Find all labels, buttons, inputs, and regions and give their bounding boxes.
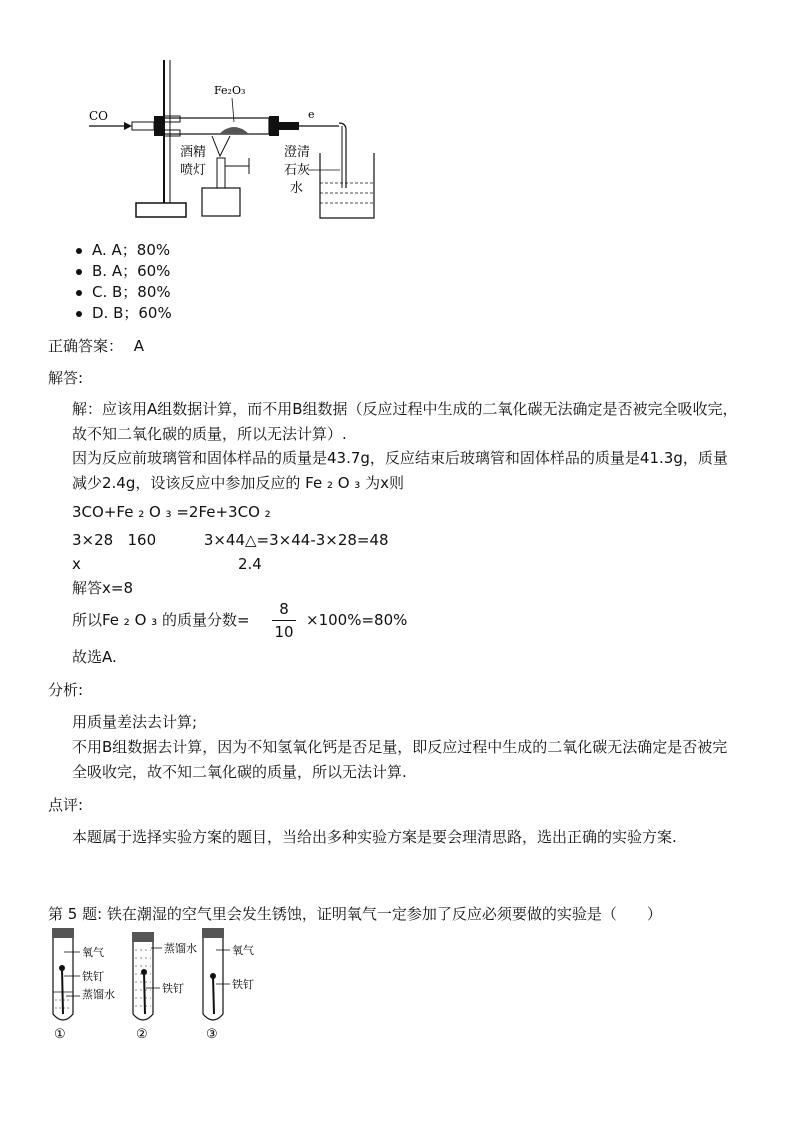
fraction-prefix: 所以Fe ₂ O ₃ 的质量分数=	[72, 611, 250, 629]
stand-base	[136, 203, 186, 217]
limewater-label-3: 水	[290, 181, 304, 196]
tube-1-number: ①	[54, 1027, 66, 1042]
limewater-label-2: 石灰	[284, 163, 311, 178]
fe2o3-label: Fe₂O₃	[214, 84, 246, 97]
limewater-label-1: 澄清	[284, 145, 311, 160]
tube-2-nail-label: 铁钉	[162, 982, 184, 995]
tube-3-number: ③	[206, 1027, 218, 1042]
analysis-line1: 用质量差法去计算;	[72, 713, 198, 731]
tube-1-nail-label: 铁钉	[82, 970, 104, 983]
tube-3-oxygen-label: 氧气	[232, 944, 254, 957]
coefficient-line: 3×28 160 3×44△=3×44-3×28=48	[72, 531, 389, 549]
analysis-heading: 分析:	[48, 681, 84, 699]
analysis-line2: 不用B组数据去计算，因为不知氢氧化钙是否足量，即反应过程中生成的二氧化碳无法确定是否被完全吸收完，故不知二氧化碳的质量，所以无法计算.	[72, 738, 728, 781]
answer-value: A	[133, 337, 145, 355]
comment-heading: 点评:	[48, 796, 84, 814]
solution-heading: 解答:	[48, 369, 84, 387]
option-a[interactable]: A. A；80%	[72, 240, 172, 261]
test-tube-figure	[40, 926, 280, 1046]
option-d[interactable]: D. B；60%	[72, 303, 172, 324]
option-list	[72, 240, 172, 324]
fraction-denominator: 10	[274, 623, 294, 641]
conclusion: 故选A.	[72, 648, 117, 666]
tube-2	[133, 942, 153, 1020]
beaker	[320, 153, 374, 218]
tube-2-number: ②	[136, 1027, 148, 1042]
option-c[interactable]: C. B；80%	[72, 282, 172, 303]
lamp-label-1: 酒精	[180, 145, 207, 160]
apparatus-figure	[84, 58, 384, 220]
chemical-equation: 3CO+Fe ₂ O ₃ =2Fe+3CO ₂	[72, 503, 271, 521]
tube-2-water-label: 蒸馏水	[164, 942, 197, 955]
mass-loss-line: 2.4	[238, 555, 262, 573]
option-b[interactable]: B. A；60%	[72, 261, 172, 282]
solution-para2: 因为反应前玻璃管和固体样品的质量是43.7g，反应结束后玻璃管和固体样品的质量是41.3g，质量减少2.4g，设该反应中参加反应的 Fe ₂ O ₃ 为x则	[72, 449, 728, 492]
tube-1-water-label: 蒸馏水	[82, 988, 115, 1001]
tube-1-oxygen-label: 氧气	[82, 946, 104, 959]
alcohol-burner	[202, 188, 240, 216]
question-5-text: 第 5 题: 铁在潮湿的空气里会发生锈蚀，证明氧气一定参加了反应必须要做的实验是（ ）	[48, 905, 662, 923]
e-label: e	[308, 108, 315, 121]
co-label: CO	[89, 109, 109, 123]
result-line: 解答x=8	[72, 579, 133, 597]
x-line: x	[72, 555, 81, 573]
solution-para1: 解：应该用A组数据计算，而不用B组数据（反应过程中生成的二氧化碳无法确定是否被完全吸收完，故不知二氧化碳的质量，所以无法计算）.	[72, 400, 738, 443]
answer-label: 正确答案：	[48, 337, 124, 355]
fraction-numerator: 8	[279, 600, 289, 618]
mass-fraction	[272, 599, 296, 642]
tube-3-nail-label: 铁钉	[232, 978, 254, 991]
fraction-suffix: ×100%=80%	[306, 611, 408, 629]
answer-row	[48, 336, 144, 356]
comment-line1: 本题属于选择实验方案的题目，当给出多种实验方案是要会理清思路，选出正确的实验方案.	[72, 828, 677, 846]
lamp-label-2: 喷灯	[180, 163, 207, 178]
